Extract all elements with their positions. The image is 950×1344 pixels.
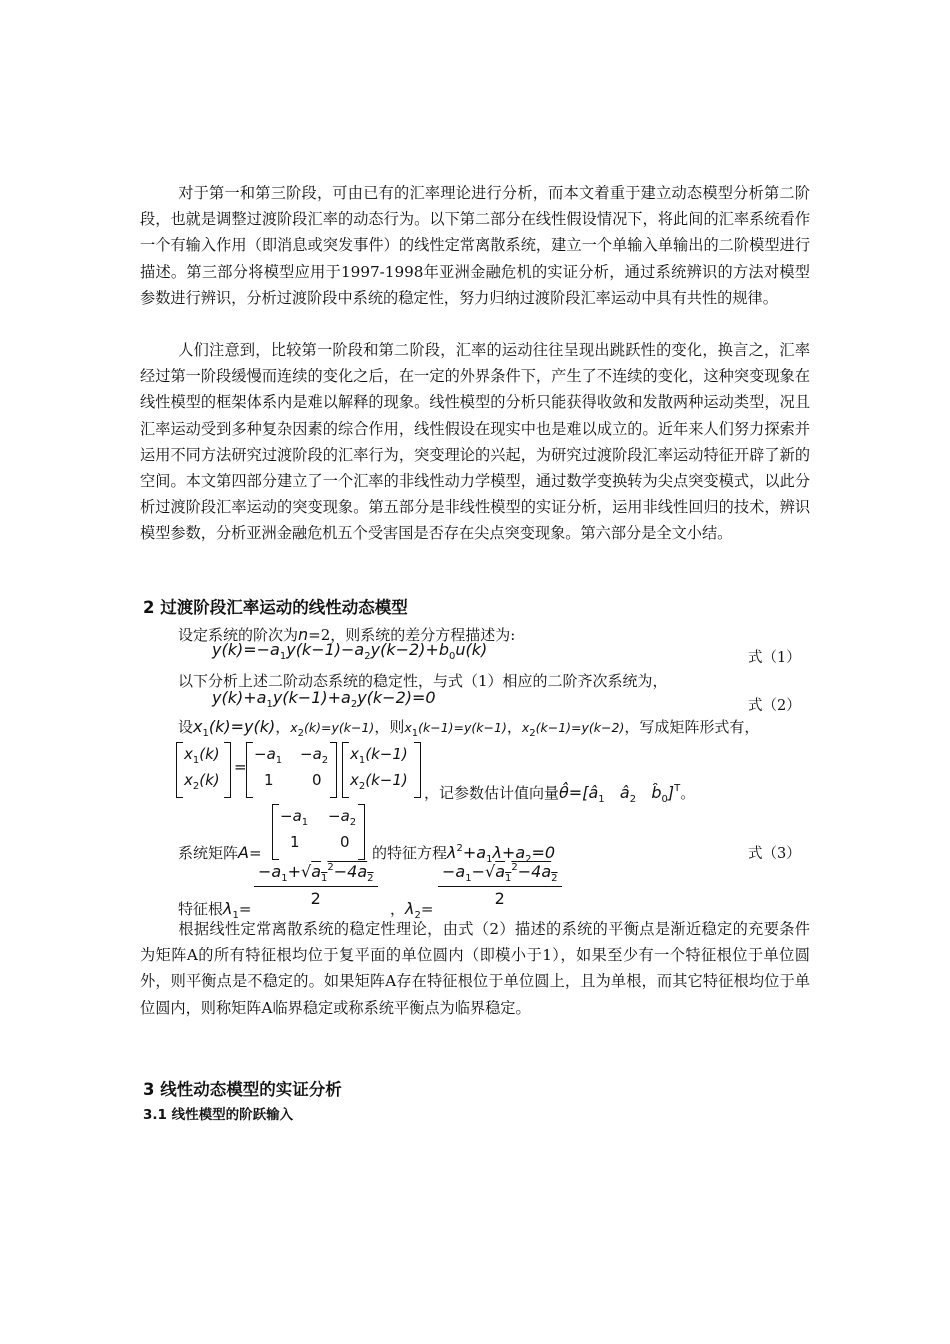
paragraph-intro-stages: 对于第一和第三阶段，可由已有的汇率理论进行分析，而本文着重于建立动态模型分析第二阶段，也就是调整过渡阶段汇率的动态行为。以下第二部分在线性假设情况下，将此间的汇率系统看作一个有输入作用（即消息或突发事件）的线性定常离散系统，建立一个单输入单输出的二阶模型进行描述。第三部分将模型应用于1997-1998年亚洲金融危机的实证分析，通过系统辨识的方法对模型参数进行辨识，分析过渡阶段中系统的稳定性，努力归纳过渡阶段汇率运动中具有共性的规律。 [140, 184, 810, 307]
paragraph-nonlinear-motivation: 人们注意到，比较第一阶段和第二阶段，汇率的运动往往呈现出跳跃性的变化，换言之，汇率经过第一阶段缓慢而连续的变化之后，在一定的外界条件下，产生了不连续的变化，这种突变现象在线性模型的框架体系内是难以解释的现象。线性模型的分析只能获得收敛和发散两种运动类型，况且汇率运动受到多种复杂因素的综合作用，线性假设在现实中也是难以成立的。近年来人们努力探索并运用不同方法研究过渡阶段的汇率行为，突变理论的兴起，为研究过渡阶段汇率运动特征开辟了新的空间。本文第四部分建立了一个汇率的非线性动力学模型，通过数学变换转为尖点突变模式，以此分析过渡阶段汇率运动的突变现象。第五部分是非线性模型的实证分析，运用非线性回归的技术，辨识模型参数，分析亚洲金融危机五个受害国是否存在尖点突变现象。第六部分是全文小结。 [140, 341, 810, 543]
subsection-3-1-heading: 3.1 线性模型的阶跃输入 [143, 1107, 294, 1123]
system-order-line: 设定系统的阶次为n=2，则系统的差分方程描述为: [178, 625, 516, 644]
homogeneous-system-line: 以下分析上述二阶动态系统的稳定性，与式（1）相应的二阶齐次系统为， [178, 672, 668, 690]
paragraph-stability-theory: 根据线性定常离散系统的稳定性理论，由式（2）描述的系统的平衡点是渐近稳定的充要条件为矩阵A的所有特征根均位于复平面的单位圆内（即模小于1），如果至少有一个特征根位于单位圆外，则平衡点是不稳定的。如果矩阵A存在特征根位于单位圆上，且为单根，而其它特征根均位于单位圆内，则称矩阵A临界稳定或称系统平衡点为临界稳定。 [140, 920, 810, 1017]
document-page: 对于第一和第三阶段，可由已有的汇率理论进行分析，而本文着重于建立动态模型分析第二阶段，也就是调整过渡阶段汇率的动态行为。以下第二部分在线性假设情况下，将此间的汇率系统看作一个有输入作用（即消息或突发事件）的线性定常离散系统，建立一个单输入单输出的二阶模型进行描述。第三部分将模型应用于1997-1998年亚洲金融危机的实证分析，通过系统辨识的方法对模型参数进行辨识，分析过渡阶段中系统的稳定性，努力归纳过渡阶段汇率运动中具有共性的规律。 人们注意到，比较第一阶段和第二阶段，汇率的运动往往呈现出跳跃性的变化，换言之，汇率经过第一阶段缓慢而连续的变化之后，在一定的外界条件下，产生了不连续的变化，这种突变现象在线性模型的框架体系内是难以解释的现象。线性模型的分析只能获得收敛和发散两种运动类型，况且汇率运动受到多种复杂因素的综合作用，线性假设在现实中也是难以成立的。近年来人们努力探索并运用不同方法研究过渡阶段的汇率行为，突变理论的兴起，为研究过渡阶段汇率运动特征开辟了新的空间。本文第四部分建立了一个汇率的非线性动力学模型，通过数学变换转为尖点突变模式，以此分析过渡阶段汇率运动的突变现象。第五部分是非线性模型的实证分析，运用非线性回归的技术，辨识模型参数，分析亚洲金融危机五个受害国是否存在尖点突变现象。第六部分是全文小结。 2 过渡阶段汇率运动的线性动态模型 设定系统的阶次为n=2，则系统的差分方程描述为: $y(k)=-a_1y(k-1)-a_2y(k-2)+b_0u(k)$ 式（1） 以下分析上述二阶动态系统的稳定性，与式（1）相应的二阶齐次系统为， $y(k)+a_1y(k-1)+a_2y(k-2)=0$ 式（2） 设$x_1(k)=y(k)$，$x_2(k)=y(k-1)$，则$x_1(k-1)=y(k-1)$，$x_2(k-1)=y(k-2)$，写成矩阵形式有， $x_1(k)$ $x_2(k)$ = $-a_1$ $-a_2$ 1 0 $x_1(k-1)$ $x_2(k-1)$ ，记参数估计值向量$\thetâ=[â_1$ $â_2$ $b̂_0]^T$。 系统矩阵A= $-a_1$ $-a_2$ 1 0 的特征方程$\lambda^2+a_1\lambda+a_2=0$ 式（3） 特征根$\lambda_1=$ $\frac{-a_1+√a_1^2-4a_2}{2}$ ，$\lambda_2=$ $\frac{-a_1-√a_1^2-4a_2}{2}$ 根据线性定常离散系统的稳定性理论，由式（2）描述的系统的平衡点是渐近稳定的充要条件为矩阵A的所有特征根均位于复平面的单位圆内（即模小于1），如果至少有一个特征根位于单位圆外，则平衡点是不稳定的。如果矩阵A存在特征根位于单位圆上，且为单根，而其它特征根均位于单位圆内，则称矩阵A临界稳定或称系统平衡点为临界稳定。 3 线性动态模型的实证分析 3.1 线性模型的阶跃输入 [0, 0, 950, 1344]
eigenvalue-2-label: ，$\lambda_2=$ [390, 899, 434, 921]
eigenvalue-1-fraction: $\frac{-a_1+√a_1^2-4a_2}{2}$ [254, 862, 378, 908]
equation-3-number: 式（3） [748, 846, 801, 862]
equation-2: $y(k)+a_1y(k-1)+a_2y(k-2)=0$ [212, 688, 436, 710]
parameter-vector-line: ，记参数估计值向量$\thetâ=[â_1$ $â_2$ $b̂_0]^T$。 [424, 783, 696, 805]
section-2-heading: 2 过渡阶段汇率运动的线性动态模型 [143, 598, 408, 617]
equation-1-number: 式（1） [748, 650, 801, 666]
eigenvalue-2-fraction: $\frac{-a_1-√a_1^2-4a_2}{2}$ [438, 862, 562, 908]
characteristic-equation-line: 的特征方程$\lambda^2+a_1\lambda+a_2=0$ [372, 843, 556, 865]
section-3-heading: 3 线性动态模型的实证分析 [143, 1080, 342, 1099]
system-matrix-label: 系统矩阵A= [178, 843, 262, 862]
equation-1: $y(k)=-a_1y(k-1)-a_2y(k-2)+b_0u(k)$ [212, 640, 488, 662]
state-definition-line: 设$x_1(k)=y(k)$，$x_2(k)=y(k-1)$，则$x_1(k-1)=y(k-1)$，$x_2(k-1)=y(k-2)$，写成矩阵形式有， [178, 717, 760, 739]
eigenvalue-1-label: 特征根$\lambda_1=$ [178, 899, 252, 921]
equation-2-number: 式（2） [748, 698, 801, 714]
